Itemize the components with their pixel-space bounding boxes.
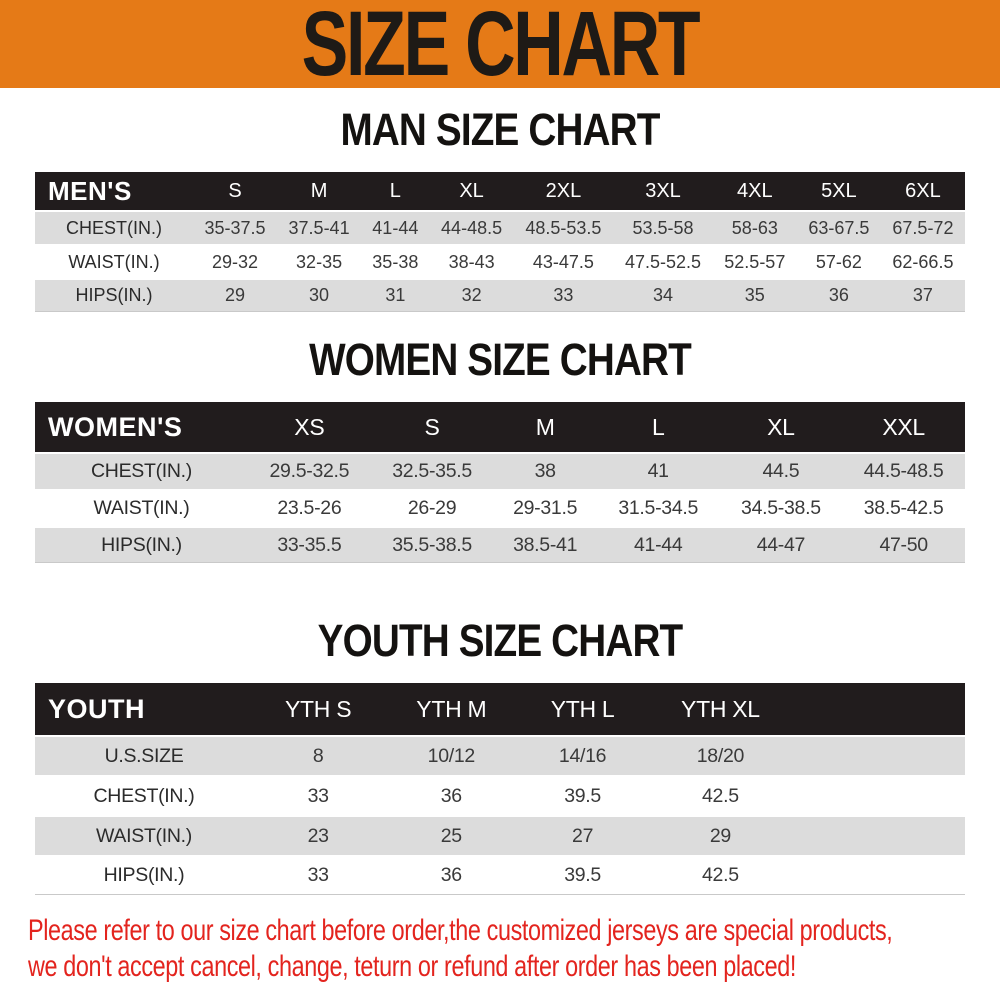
value-cell: 44-47 — [720, 528, 843, 563]
size-header-cell: YTH S — [285, 695, 352, 722]
value-cell: 35-38 — [372, 251, 419, 272]
size-header-cell: S — [228, 179, 242, 202]
value-cell: 29-31.5 — [513, 497, 578, 519]
value-cell: 58-63 — [731, 217, 778, 238]
value-cell: 23 — [307, 824, 329, 847]
value-cell: 33 — [253, 857, 383, 895]
table-row — [35, 777, 965, 815]
row-label-cell: CHEST(IN.) — [91, 460, 192, 482]
row-label-cell: U.S.SIZE — [104, 744, 184, 767]
size-header-cell: M — [310, 179, 328, 202]
value-cell: 14/16 — [558, 744, 607, 767]
value-cell: 41 — [647, 460, 669, 482]
value-cell: 35.5-38.5 — [371, 528, 494, 563]
table-row — [35, 491, 965, 526]
table-header-row — [35, 683, 965, 735]
size-header-cell: 2XL — [545, 179, 582, 202]
size-header-cell: YTH L — [550, 695, 615, 722]
table-row — [35, 212, 965, 244]
men-section-heading: MAN SIZE CHART — [340, 104, 660, 155]
footer-note-line2: we don't accept cancel, change, teturn or refund after order has been placed! — [28, 950, 796, 983]
value-cell: 33-35.5 — [248, 528, 371, 563]
value-cell: 36 — [440, 784, 462, 807]
value-cell: 32-35 — [296, 251, 343, 272]
value-cell: 53.5-58 — [632, 217, 694, 238]
value-cell: 10/12 — [427, 744, 475, 767]
value-cell: 36 — [383, 857, 519, 895]
row-filler-cell — [795, 857, 965, 895]
value-cell: 8 — [312, 744, 324, 767]
table-row — [35, 528, 965, 563]
page-title: SIZE CHART — [301, 0, 699, 95]
value-cell: 38 — [534, 460, 556, 482]
men-size-table — [35, 170, 965, 314]
value-cell: 37 — [881, 280, 965, 312]
table-header-row — [35, 402, 965, 452]
value-cell: 47.5-52.5 — [624, 251, 702, 272]
row-label-cell: CHEST(IN.) — [93, 784, 195, 807]
value-cell: 42.5 — [702, 784, 739, 807]
value-cell: 63-67.5 — [808, 217, 870, 238]
value-cell: 29 — [709, 824, 731, 847]
value-cell: 41-44 — [597, 528, 720, 563]
footer-note-line1: Please refer to our size chart before order,the customized jerseys are special products, — [28, 914, 893, 947]
value-cell: 34.5-38.5 — [741, 497, 821, 519]
value-cell: 33 — [514, 280, 614, 312]
value-cell: 32 — [430, 280, 514, 312]
row-filler-cell — [795, 777, 965, 815]
row-filler-cell — [795, 817, 965, 855]
women-size-table — [35, 400, 965, 565]
table-row — [35, 737, 965, 775]
section-men — [0, 106, 1000, 314]
table-title-cell: MEN'S — [48, 175, 132, 206]
size-header-cell: 6XL — [905, 179, 941, 202]
size-header-cell: XL — [459, 179, 484, 202]
section-women — [0, 336, 1000, 565]
row-label-cell: HIPS(IN.) — [35, 528, 248, 563]
table-row — [35, 454, 965, 489]
value-cell: 32.5-35.5 — [392, 460, 472, 482]
row-label-cell: WAIST(IN.) — [68, 251, 160, 272]
table-title-cell: YOUTH — [48, 693, 145, 724]
value-cell: 30 — [277, 280, 361, 312]
value-cell: 33 — [307, 784, 329, 807]
size-header-cell: S — [424, 413, 440, 440]
value-cell: 25 — [440, 824, 462, 847]
value-cell: 31 — [361, 280, 429, 312]
size-header-cell: XS — [294, 413, 325, 440]
value-cell: 57-62 — [815, 251, 862, 272]
size-header-cell: 3XL — [645, 179, 681, 202]
value-cell: 29.5-32.5 — [269, 460, 350, 482]
value-cell: 29-32 — [212, 251, 259, 272]
row-label-cell: CHEST(IN.) — [66, 217, 162, 238]
value-cell: 38.5-42.5 — [863, 497, 944, 519]
value-cell: 48.5-53.5 — [525, 217, 602, 238]
header-filler-cell — [795, 683, 965, 735]
value-cell: 44-48.5 — [441, 217, 503, 238]
youth-section-heading: YOUTH SIZE CHART — [317, 615, 683, 666]
size-header-cell: YTH XL — [681, 695, 760, 722]
table-row — [35, 857, 965, 895]
size-header-cell: 5XL — [821, 179, 857, 202]
value-cell: 34 — [613, 280, 713, 312]
table-header-row — [35, 172, 965, 210]
value-cell: 29 — [193, 280, 277, 312]
value-cell: 41-44 — [372, 217, 419, 238]
value-cell: 47-50 — [842, 528, 965, 563]
value-cell: 39.5 — [564, 784, 601, 807]
table-title-cell: WOMEN'S — [48, 411, 183, 442]
section-youth — [0, 617, 1000, 897]
value-cell: 18/20 — [696, 744, 745, 767]
value-cell: 42.5 — [646, 857, 795, 895]
value-cell: 31.5-34.5 — [618, 497, 699, 519]
value-cell: 39.5 — [519, 857, 645, 895]
row-label-cell: HIPS(IN.) — [35, 857, 253, 895]
row-filler-cell — [795, 737, 965, 775]
value-cell: 44.5-48.5 — [863, 460, 944, 482]
value-cell: 35 — [713, 280, 797, 312]
row-label-cell: WAIST(IN.) — [93, 497, 190, 519]
value-cell: 26-29 — [407, 497, 457, 519]
size-header-cell: XL — [767, 413, 795, 440]
value-cell: 23.5-26 — [277, 497, 342, 519]
value-cell: 43-47.5 — [532, 251, 594, 272]
banner — [0, 0, 1000, 95]
value-cell: 38.5-41 — [493, 528, 596, 563]
value-cell: 27 — [572, 824, 594, 847]
size-header-cell: XXL — [882, 413, 925, 440]
size-header-cell: YTH M — [416, 695, 487, 722]
size-header-cell: L — [389, 179, 401, 202]
size-header-cell: 4XL — [737, 179, 773, 202]
table-row — [35, 817, 965, 855]
value-cell: 35-37.5 — [204, 217, 266, 238]
value-cell: 37.5-41 — [288, 217, 350, 238]
row-label-cell: WAIST(IN.) — [96, 824, 192, 847]
value-cell: 52.5-57 — [724, 251, 786, 272]
value-cell: 36 — [797, 280, 881, 312]
row-label-cell: HIPS(IN.) — [35, 280, 193, 312]
value-cell: 62-66.5 — [892, 251, 954, 272]
footer-note — [28, 913, 1000, 985]
size-header-cell: M — [535, 413, 555, 440]
value-cell: 67.5-72 — [892, 217, 954, 238]
youth-size-table — [35, 681, 965, 897]
size-header-cell: L — [651, 413, 665, 440]
women-section-heading: WOMEN SIZE CHART — [309, 334, 691, 385]
value-cell: 44.5 — [762, 460, 800, 482]
table-row — [35, 280, 965, 312]
value-cell: 38-43 — [448, 251, 495, 272]
table-row — [35, 246, 965, 278]
